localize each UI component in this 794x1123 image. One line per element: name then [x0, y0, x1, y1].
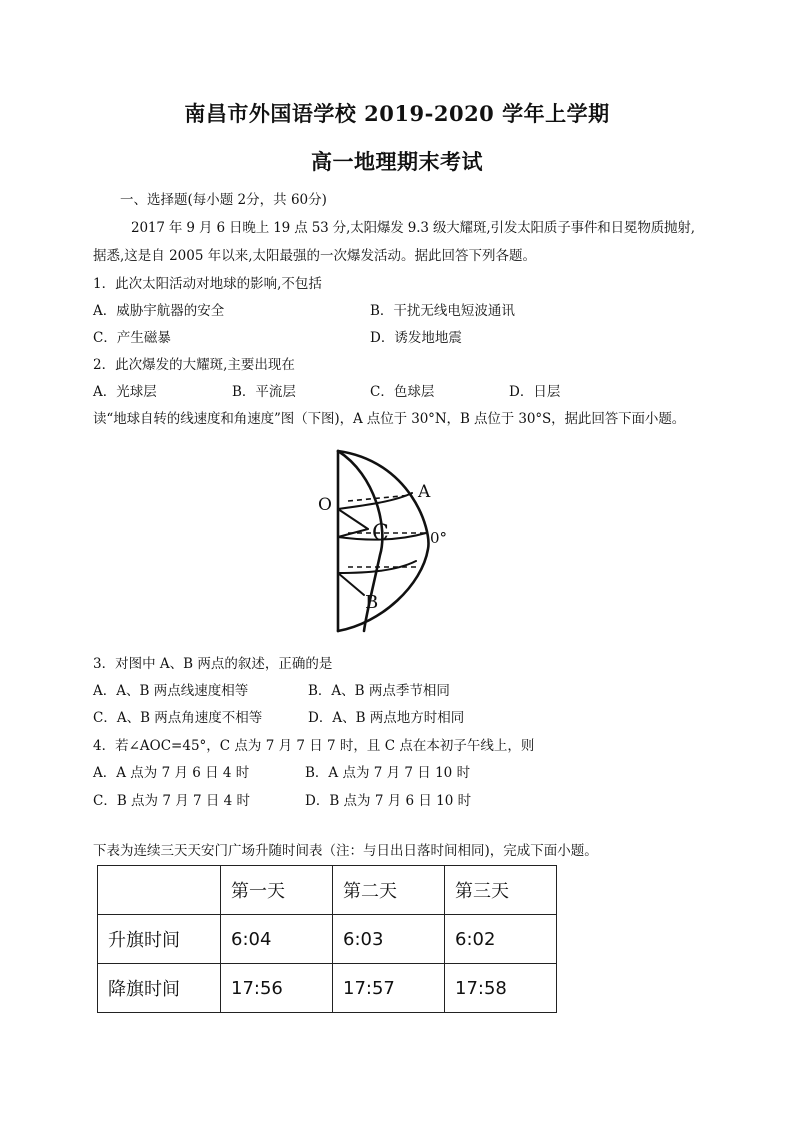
question-3-option-a[interactable]: A．A、B 两点线速度相等: [93, 683, 249, 699]
table-row-label-raise: 升旗时间: [98, 915, 221, 964]
question-4-option-a[interactable]: A．A 点为 7 月 6 日 4 时: [93, 765, 250, 781]
label-b: B: [365, 592, 379, 613]
label-c: C: [372, 521, 389, 546]
question-4-option-c[interactable]: C．B 点为 7 月 7 日 4 时: [93, 793, 251, 809]
flag-time-table: [97, 865, 557, 1013]
table-header-day3: 第三天: [445, 866, 557, 915]
dashed-a: [348, 495, 412, 501]
question-3-option-d[interactable]: D．A、B 两点地方时相同: [308, 710, 465, 726]
ray-o-c: [338, 509, 368, 529]
question-3-option-c[interactable]: C．A、B 两点角速度不相等: [93, 710, 263, 726]
question-1-option-a[interactable]: A．威胁宇航器的安全: [93, 303, 225, 319]
passage1-line2: 据悉,这是自 2005 年以来,太阳最强的一次爆发活动。据此回答下列各题。: [93, 248, 537, 264]
passage1-line1: 2017 年 9 月 6 日晚上 19 点 53 分,太阳爆发 9.3 级大耀斑,引发太阳质子事件和日冕物质抛射,: [131, 220, 695, 236]
passage3-text: 下表为连续三天天安门广场升随时间表（注：与日出日落时间相同)，完成下面小题。: [93, 843, 598, 859]
section-heading: 一、选择题(每小题 2分，共 60分): [120, 192, 327, 208]
question-2-stem: 2．此次爆发的大耀斑,主要出现在: [93, 357, 295, 373]
table-cell: 17:57: [333, 964, 445, 1013]
question-1-option-d[interactable]: D．诱发地地震: [370, 330, 462, 346]
table-cell: 6:02: [445, 915, 557, 964]
table-header-row: [98, 866, 557, 915]
question-4-option-b[interactable]: B．A 点为 7 月 7 日 10 时: [305, 765, 471, 781]
table-cell: 17:56: [221, 964, 333, 1013]
table-header-day1: 第一天: [221, 866, 333, 915]
question-2-option-c[interactable]: C．色球层: [370, 384, 435, 400]
label-o: O: [318, 495, 332, 515]
label-a: A: [418, 482, 431, 502]
table-cell: 6:04: [221, 915, 333, 964]
question-4-stem: 4．若∠AOC=45°，C 点为 7 月 7 日 7 时，且 C 点在本初子午线上，则: [93, 738, 535, 754]
question-1-stem: 1．此次太阳活动对地球的影响,不包括: [93, 276, 322, 292]
table-corner-cell: [98, 866, 221, 915]
exam-title-line1: 南昌市外国语学校 2019-2020 学年上学期: [184, 101, 610, 126]
passage2-text: 读“地球自转的线速度和角速度”图（下图)，A 点位于 30°N，B 点位于 30°S，据此回答下面小题。: [93, 411, 686, 427]
table-cell: 6:03: [333, 915, 445, 964]
question-2-option-d[interactable]: D．日层: [509, 384, 561, 400]
label-equator: 0°: [430, 529, 448, 547]
table-cell: 17:58: [445, 964, 557, 1013]
question-3-option-b[interactable]: B．A、B 两点季节相同: [308, 683, 450, 699]
exam-title-line2: 高一地理期末考试: [311, 149, 483, 174]
question-1-option-b[interactable]: B．干扰无线电短波通讯: [370, 303, 515, 319]
question-2-option-b[interactable]: B．平流层: [232, 384, 296, 400]
table-row-label-lower: 降旗时间: [98, 964, 221, 1013]
question-3-stem: 3．对图中 A、B 两点的叙述，正确的是: [93, 656, 333, 672]
question-1-option-c[interactable]: C．产生磁暴: [93, 330, 171, 346]
earth-rotation-diagram: [312, 445, 462, 637]
question-4-option-d[interactable]: D．B 点为 7 月 6 日 10 时: [305, 793, 472, 809]
table-header-day2: 第二天: [333, 866, 445, 915]
table-row: [98, 915, 557, 964]
question-2-option-a[interactable]: A．光球层: [93, 384, 157, 400]
table-row: [98, 964, 557, 1013]
ray-b: [338, 573, 364, 595]
